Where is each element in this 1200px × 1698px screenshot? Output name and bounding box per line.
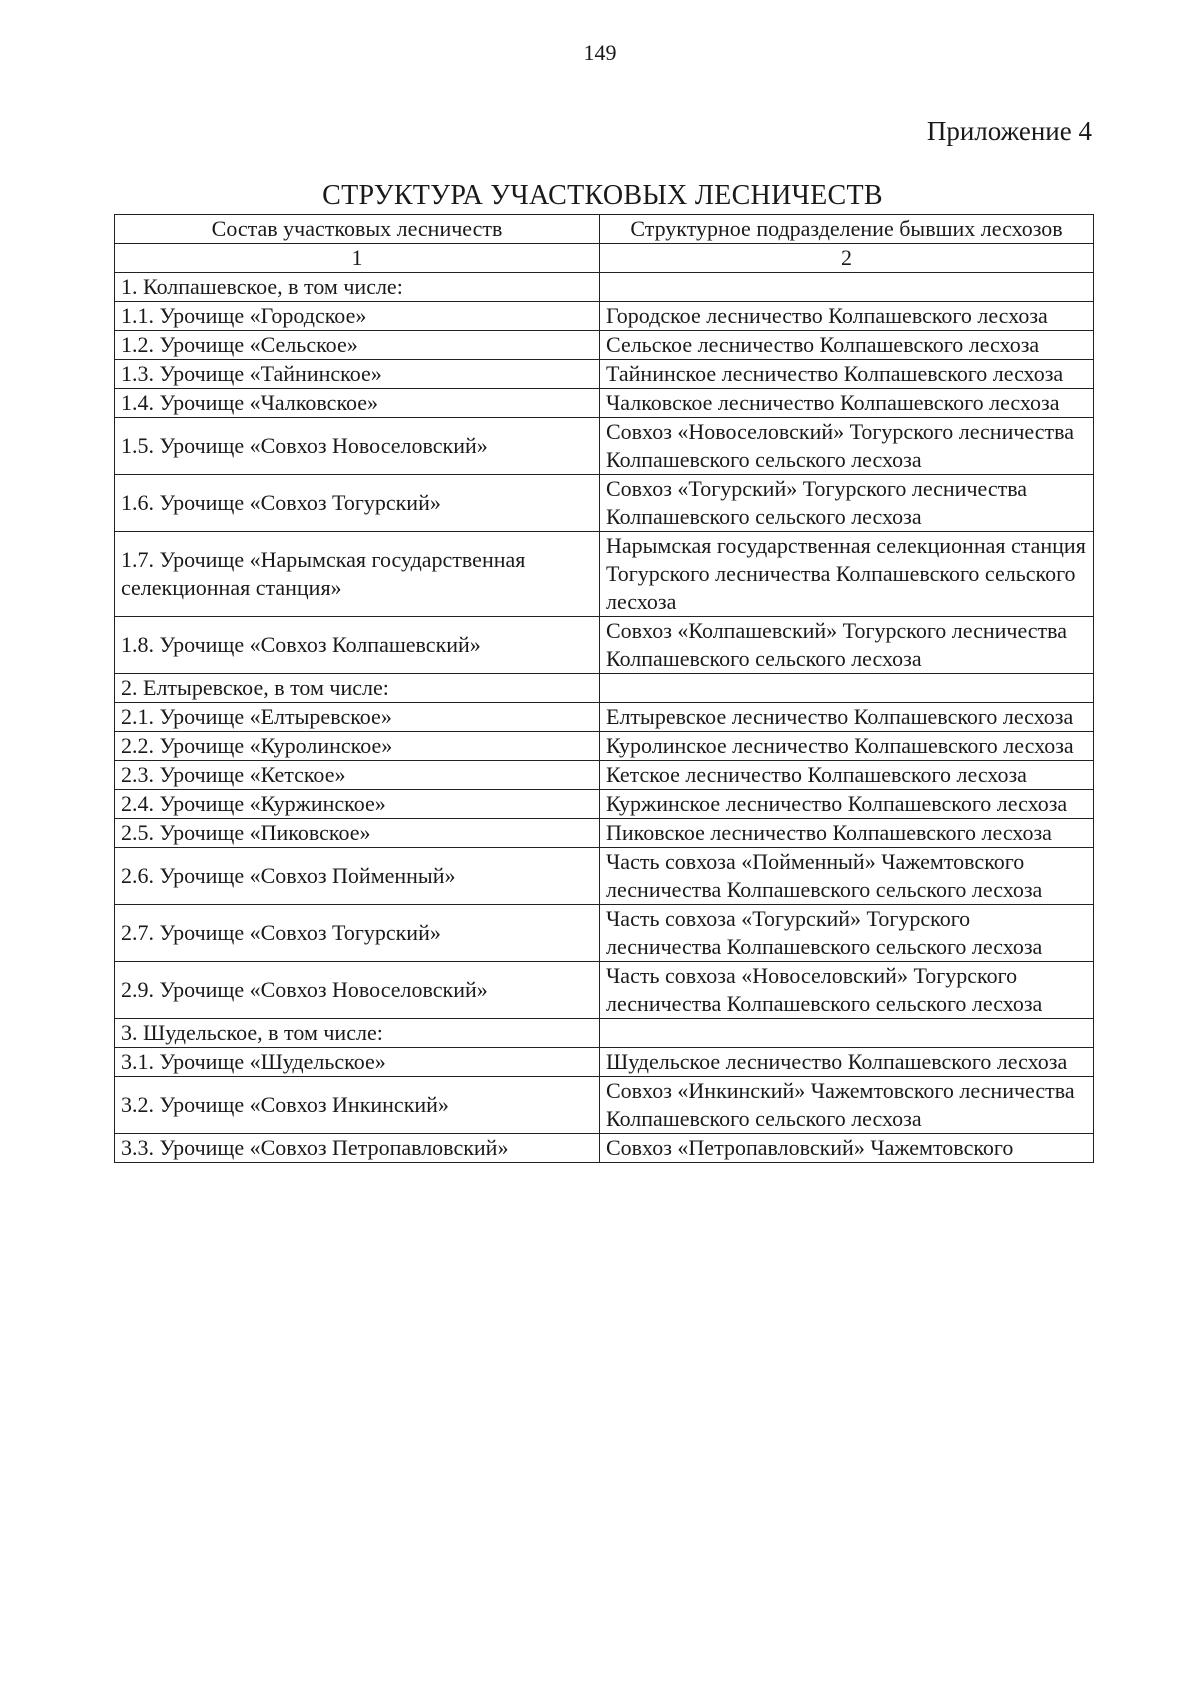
column-header: Состав участковых лесничеств	[115, 215, 600, 244]
column-number-row	[115, 244, 1094, 273]
former-unit-cell: Сельское лесничество Колпашевского лесхоза	[600, 331, 1094, 360]
former-unit-cell: Чалковское лесничество Колпашевского лесхоза	[600, 389, 1094, 418]
former-unit-cell: Совхоз «Петропавловский» Чажемтовского	[600, 1134, 1094, 1163]
former-unit-cell: Часть совхоза «Пойменный» Чажемтовского лесничества Колпашевского сельского лесхоза	[600, 848, 1094, 905]
forestry-division-cell: 3. Шудельское, в том числе:	[115, 1019, 600, 1048]
table-header-row	[115, 215, 1094, 244]
table-group-row	[115, 674, 1094, 703]
former-unit-cell: Тайнинское лесничество Колпашевского лесхоза	[600, 360, 1094, 389]
table-row	[115, 962, 1094, 1019]
table-row	[115, 1048, 1094, 1077]
former-unit-cell: Елтыревское лесничество Колпашевского лесхоза	[600, 703, 1094, 732]
former-unit-cell: Совхоз «Колпашевский» Тогурского лесничества Колпашевского сельского лесхоза	[600, 617, 1094, 674]
former-unit-cell	[600, 674, 1094, 703]
forestry-division-cell: 2.9. Урочище «Совхоз Новоселовский»	[115, 962, 600, 1019]
forestry-division-cell: 2.7. Урочище «Совхоз Тогурский»	[115, 905, 600, 962]
forestry-division-cell: 2.3. Урочище «Кетское»	[115, 761, 600, 790]
table-group-row	[115, 1019, 1094, 1048]
table-row	[115, 532, 1094, 617]
forestry-division-cell: 1.7. Урочище «Нарымская государственная селекционная станция»	[115, 532, 600, 617]
former-unit-cell: Нарымская государственная селекционная станция Тогурского лесничества Колпашевского сельского лесхоза	[600, 532, 1094, 617]
forestry-division-cell: 2.6. Урочище «Совхоз Пойменный»	[115, 848, 600, 905]
former-unit-cell: Часть совхоза «Новоселовский» Тогурского лесничества Колпашевского сельского лесхоза	[600, 962, 1094, 1019]
forestry-division-cell: 1.3. Урочище «Тайнинское»	[115, 360, 600, 389]
column-header: Структурное подразделение бывших лесхозов	[600, 215, 1094, 244]
former-unit-cell: Совхоз «Новоселовский» Тогурского лесничества Колпашевского сельского лесхоза	[600, 418, 1094, 475]
table-row	[115, 819, 1094, 848]
table-row	[115, 1077, 1094, 1134]
document-title: СТРУКТУРА УЧАСТКОВЫХ ЛЕСНИЧЕСТВ	[322, 180, 883, 211]
table-row	[115, 732, 1094, 761]
table-row	[115, 848, 1094, 905]
forestry-division-cell: 2.1. Урочище «Елтыревское»	[115, 703, 600, 732]
table-row	[115, 790, 1094, 819]
table-row	[115, 331, 1094, 360]
forestry-division-cell: 1.2. Урочище «Сельское»	[115, 331, 600, 360]
former-unit-cell: Совхоз «Инкинский» Чажемтовского лесничества Колпашевского сельского лесхоза	[600, 1077, 1094, 1134]
former-unit-cell: Куржинское лесничество Колпашевского лесхоза	[600, 790, 1094, 819]
forestry-division-cell: 2. Елтыревское, в том числе:	[115, 674, 600, 703]
forestry-division-cell: 2.5. Урочище «Пиковское»	[115, 819, 600, 848]
former-unit-cell	[600, 1019, 1094, 1048]
table-row	[115, 905, 1094, 962]
table-row	[115, 389, 1094, 418]
forestry-division-cell: 1. Колпашевское, в том числе:	[115, 273, 600, 302]
former-unit-cell: Часть совхоза «Тогурский» Тогурского лесничества Колпашевского сельского лесхоза	[600, 905, 1094, 962]
forestry-division-cell: 3.3. Урочище «Совхоз Петропавловский»	[115, 1134, 600, 1163]
forestry-division-cell: 1.4. Урочище «Чалковское»	[115, 389, 600, 418]
table-row	[115, 617, 1094, 674]
former-unit-cell: Куролинское лесничество Колпашевского лесхоза	[600, 732, 1094, 761]
table-row	[115, 302, 1094, 331]
table-row	[115, 703, 1094, 732]
table-group-row	[115, 273, 1094, 302]
forestry-division-cell: 3.2. Урочище «Совхоз Инкинский»	[115, 1077, 600, 1134]
table-row	[115, 360, 1094, 389]
former-unit-cell: Пиковское лесничество Колпашевского лесхоза	[600, 819, 1094, 848]
column-number: 1	[115, 244, 600, 273]
forestry-division-cell: 1.5. Урочище «Совхоз Новоселовский»	[115, 418, 600, 475]
appendix-label: Приложение 4	[926, 116, 1092, 146]
forestry-division-cell: 1.8. Урочище «Совхоз Колпашевский»	[115, 617, 600, 674]
former-unit-cell: Совхоз «Тогурский» Тогурского лесничества Колпашевского сельского лесхоза	[600, 475, 1094, 532]
former-unit-cell	[600, 273, 1094, 302]
former-unit-cell: Шудельское лесничество Колпашевского лесхоза	[600, 1048, 1094, 1077]
forestry-division-cell: 1.6. Урочище «Совхоз Тогурский»	[115, 475, 600, 532]
table-row	[115, 418, 1094, 475]
former-unit-cell: Городское лесничество Колпашевского лесхоза	[600, 302, 1094, 331]
forestry-division-cell: 1.1. Урочище «Городское»	[115, 302, 600, 331]
former-unit-cell: Кетское лесничество Колпашевского лесхоза	[600, 761, 1094, 790]
table-row	[115, 1134, 1094, 1163]
column-number: 2	[600, 244, 1094, 273]
forestry-division-cell: 2.4. Урочище «Куржинское»	[115, 790, 600, 819]
forestry-division-cell: 2.2. Урочище «Куролинское»	[115, 732, 600, 761]
table-row	[115, 761, 1094, 790]
page-number: 149	[583, 40, 617, 65]
forestry-division-cell: 3.1. Урочище «Шудельское»	[115, 1048, 600, 1077]
forestry-structure-table	[114, 214, 1094, 1163]
table-row	[115, 475, 1094, 532]
